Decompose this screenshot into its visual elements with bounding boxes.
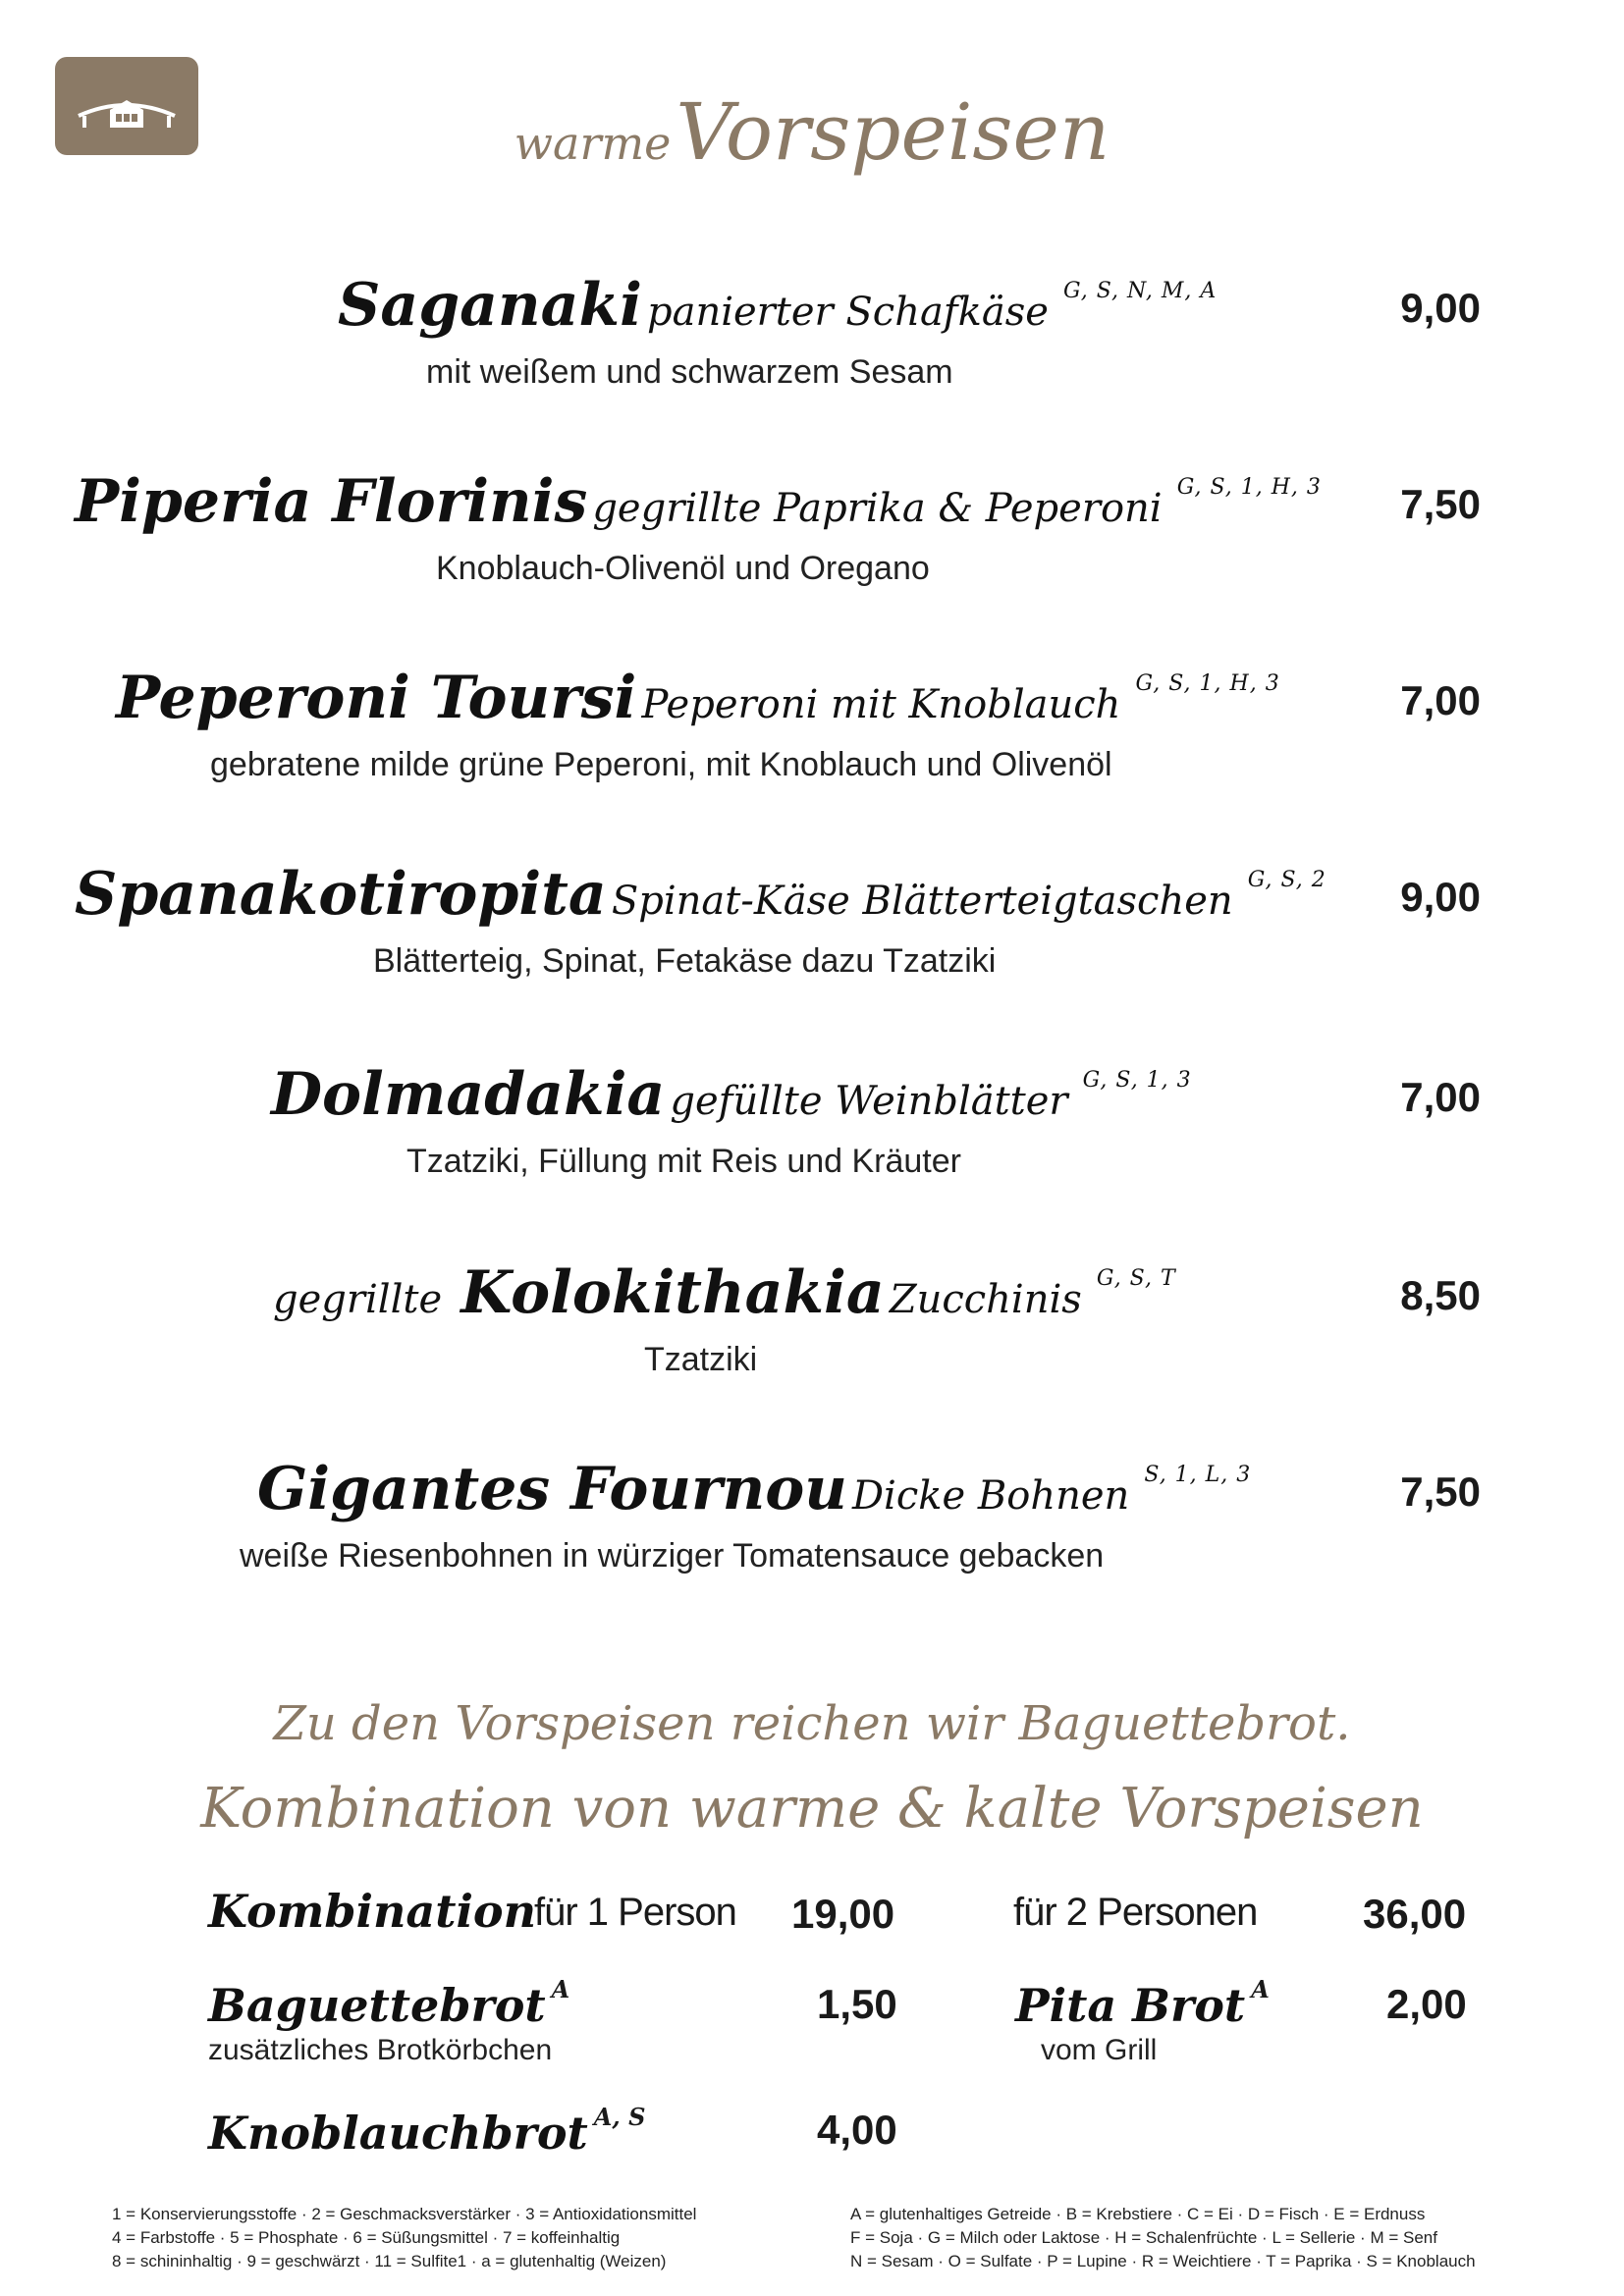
dish-subtitle: gegrillte Paprika & Peperoni — [592, 486, 1163, 531]
footnote-line: 8 = schininhaltig · 9 = geschwärzt · 11 = Sulfite1 · a = glutenhaltig (Weizen) — [112, 2252, 667, 2270]
dish-name: Saganaki — [338, 271, 642, 340]
footnotes-allergens — [850, 2203, 1476, 2273]
dish-subtitle: panierter Schafkäse — [647, 290, 1049, 335]
dish-name: Piperia Florinis — [75, 467, 588, 536]
dish-name: Peperoni Toursi — [116, 664, 637, 732]
dish-subtitle: Spinat-Käse Blätterteigtaschen — [611, 879, 1233, 924]
bread-note: Zu den Vorspeisen reichen wir Baguettebrot. — [273, 1696, 1351, 1751]
dish-price: 9,00 — [1400, 285, 1481, 331]
dish-description: Tzatziki, Füllung mit Reis und Kräuter — [406, 1143, 961, 1180]
menu-item — [0, 467, 1624, 605]
dish-allergens: G, S, 1, H, 3 — [1135, 671, 1280, 696]
dish-allergens: S, 1, L, 3 — [1144, 1463, 1252, 1487]
footnote-line: 4 = Farbstoffe · 5 = Phosphate · 6 = Süßungsmittel · 7 = koffeinhaltig — [112, 2228, 621, 2247]
menu-item — [0, 271, 1624, 408]
dish-price: 7,00 — [1400, 1074, 1481, 1120]
footnote-line: N = Sesam · O = Sulfate · P = Lupine · R = Weichtiere · T = Paprika · S = Knoblauch — [850, 2252, 1476, 2270]
baguette-allergens: A — [551, 1975, 570, 2003]
dish-description: Knoblauch-Olivenöl und Oregano — [436, 550, 930, 587]
dish-name: Dolmadakia — [271, 1060, 666, 1129]
pita-description: vom Grill — [1041, 2034, 1158, 2066]
baguette-description: zusätzliches Brotkörbchen — [208, 2034, 553, 2066]
garlic-bread-allergens: A, S — [593, 2103, 646, 2131]
page-title — [0, 86, 1624, 178]
dish-subtitle: gefüllte Weinblätter — [670, 1079, 1068, 1124]
combination-two-persons: für 2 Personen — [1013, 1891, 1258, 1934]
dish-name: Gigantes Fournou — [257, 1455, 847, 1523]
garlic-bread-item — [208, 2103, 645, 2160]
dish-description: mit weißem und schwarzem Sesam — [426, 353, 953, 391]
dish-subtitle: Dicke Bohnen — [851, 1473, 1130, 1519]
dish-allergens: G, S, 2 — [1247, 868, 1326, 892]
pita-item — [1015, 1975, 1270, 2032]
dish-price: 7,50 — [1400, 481, 1481, 527]
combination-one-price: 19,00 — [791, 1891, 895, 1937]
dish-description: Blätterteig, Spinat, Fetakäse dazu Tzatziki — [373, 942, 997, 980]
menu-item — [0, 664, 1624, 801]
menu-item — [0, 1455, 1624, 1592]
combination-two-price: 36,00 — [1363, 1891, 1467, 1937]
pita-allergens: A — [1251, 1975, 1270, 2003]
dish-price: 7,50 — [1400, 1468, 1481, 1515]
garlic-bread-name: Knoblauchbrot — [208, 2107, 588, 2160]
footnotes-additives — [112, 2203, 696, 2273]
dish-description: weiße Riesenbohnen in würziger Tomatensauce gebacken — [240, 1537, 1105, 1575]
dish-description: Tzatziki — [644, 1341, 758, 1378]
dish-description: gebratene milde grüne Peperoni, mit Knoblauch und Olivenöl — [210, 746, 1112, 783]
baguette-price: 1,50 — [817, 1981, 897, 2027]
baguette-item — [208, 1975, 569, 2032]
dish-price: 9,00 — [1400, 874, 1481, 920]
dish-price: 7,00 — [1400, 677, 1481, 723]
dish-name: Kolokithakia — [460, 1258, 885, 1327]
footnote-line: A = glutenhaltiges Getreide · B = Krebstiere · C = Ei · D = Fisch · E = Erdnuss — [850, 2205, 1426, 2223]
dish-subtitle: Zucchinis — [889, 1277, 1082, 1322]
dish-allergens: G, S, T — [1096, 1266, 1176, 1291]
dish-allergens: G, S, 1, 3 — [1082, 1068, 1192, 1093]
pita-price: 2,00 — [1386, 1981, 1467, 2027]
menu-item — [0, 1258, 1624, 1396]
garlic-bread-price: 4,00 — [817, 2107, 897, 2153]
pita-name: Pita Brot — [1015, 1979, 1246, 2032]
title-big: Vorspeisen — [676, 86, 1110, 178]
dish-allergens: G, S, 1, H, 3 — [1176, 475, 1322, 500]
dish-subtitle: Peperoni mit Knoblauch — [641, 682, 1121, 727]
footnote-line: 1 = Konservierungsstoffe · 2 = Geschmacksverstärker · 3 = Antioxidationsmittel — [112, 2205, 697, 2223]
combination-heading: Kombination von warme & kalte Vorspeisen — [200, 1777, 1424, 1841]
footnote-line: F = Soja · G = Milch oder Laktose · H = Schalenfrüchte · L = Sellerie · M = Senf — [850, 2228, 1437, 2247]
combination-label: Kombination — [208, 1885, 537, 1938]
baguette-name: Baguettebrot — [208, 1979, 546, 2032]
dish-price: 8,50 — [1400, 1272, 1481, 1318]
combination-one-person: für 1 Person — [534, 1891, 736, 1934]
menu-item — [0, 1060, 1624, 1198]
dish-prefix: gegrillte — [273, 1277, 443, 1322]
menu-item — [0, 860, 1624, 997]
dish-allergens: G, S, N, M, A — [1062, 279, 1218, 303]
title-small: warme — [514, 117, 672, 170]
dish-name: Spanakotiropita — [75, 860, 607, 929]
